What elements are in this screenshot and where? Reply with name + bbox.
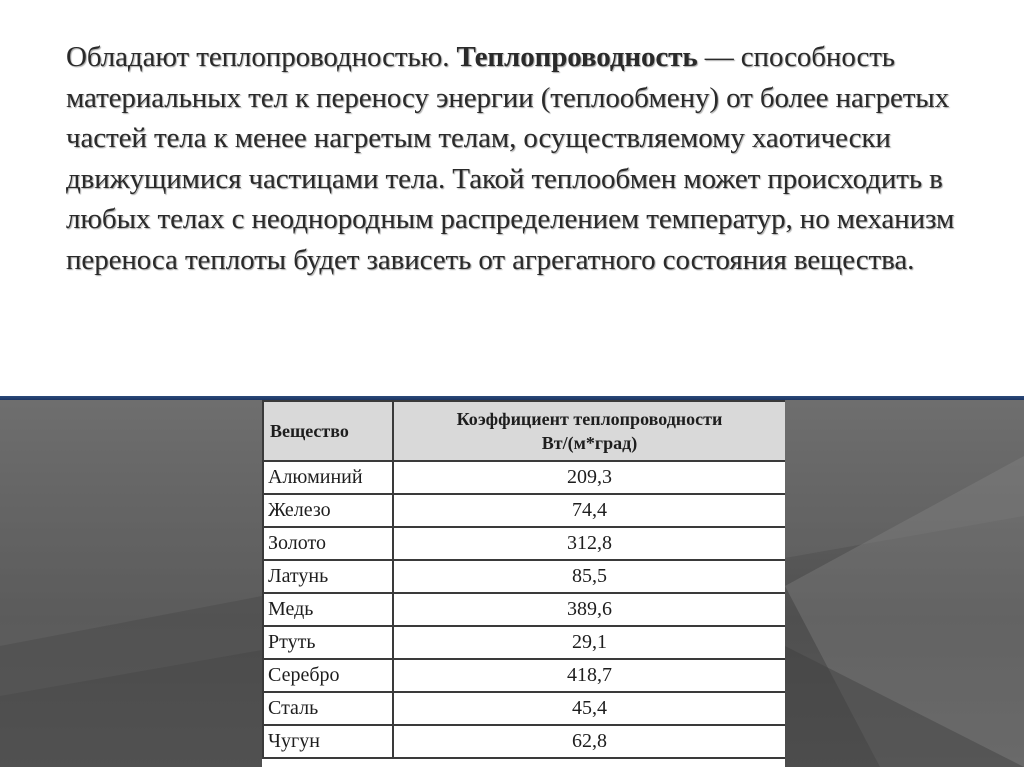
table-row xyxy=(263,494,785,527)
coefficient-value: 389,6 xyxy=(393,593,785,626)
table-row xyxy=(263,461,785,494)
header-coefficient-title: Коэффициент теплопроводности xyxy=(456,409,723,429)
table-row xyxy=(263,527,785,560)
coefficient-value: 62,8 xyxy=(393,725,785,758)
header-substance: Вещество xyxy=(263,401,393,461)
paragraph-body: — способность материальных тел к переносу энергии (теплообмену) от более нагретых частей тела к менее нагретым телам, осуществляемому хаотически движущимися частицами тела. Такой теплообмен может происходить в любых телах с неоднородным распределением температур, но механизм переноса теплоты будет зависеть от агрегатного состояния вещества. xyxy=(66,41,955,276)
substance-name: Чугун xyxy=(263,725,393,758)
table-row xyxy=(263,659,785,692)
table-row xyxy=(263,725,785,758)
coefficient-value: 45,4 xyxy=(393,692,785,725)
substance-name: Сталь xyxy=(263,692,393,725)
coefficient-value: 209,3 xyxy=(393,461,785,494)
conductivity-table xyxy=(262,400,785,759)
table-row xyxy=(263,626,785,659)
header-coefficient-unit: Вт/(м*град) xyxy=(541,433,638,453)
substance-name: Железо xyxy=(263,494,393,527)
substance-name: Латунь xyxy=(263,560,393,593)
coefficient-value: 85,5 xyxy=(393,560,785,593)
substance-name: Медь xyxy=(263,593,393,626)
coefficient-value: 418,7 xyxy=(393,659,785,692)
substance-name: Серебро xyxy=(263,659,393,692)
coefficient-value: 74,4 xyxy=(393,494,785,527)
conductivity-table-container xyxy=(262,400,785,767)
substance-name: Золото xyxy=(263,527,393,560)
coefficient-value: 29,1 xyxy=(393,626,785,659)
table-row xyxy=(263,692,785,725)
paragraph-lead: Обладают теплопроводностью. xyxy=(66,41,457,73)
substance-name: Алюминий xyxy=(263,461,393,494)
table-row xyxy=(263,560,785,593)
substance-name: Ртуть xyxy=(263,626,393,659)
header-coefficient xyxy=(393,401,785,461)
table-header-row xyxy=(263,401,785,461)
definition-paragraph xyxy=(66,37,1024,281)
paragraph-term: Теплопроводность xyxy=(456,41,698,73)
coefficient-value: 312,8 xyxy=(393,527,785,560)
table-row xyxy=(263,593,785,626)
